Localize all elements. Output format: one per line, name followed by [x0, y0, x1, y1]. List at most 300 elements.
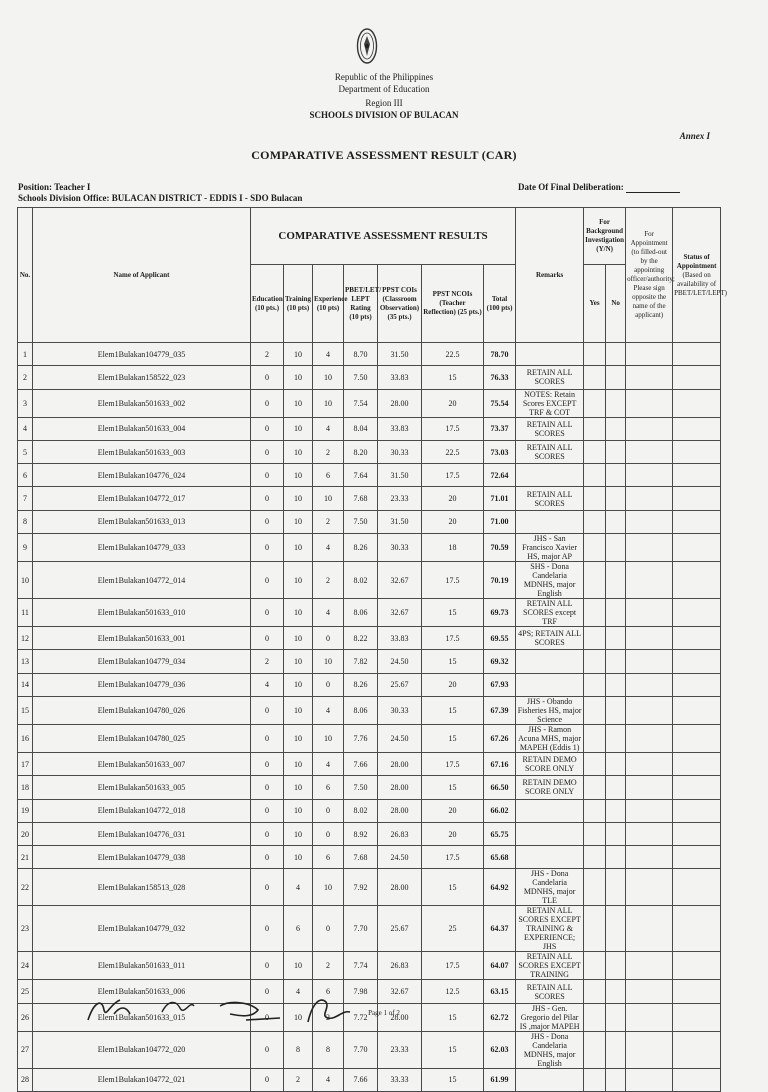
- total-score: 64.07: [484, 952, 516, 980]
- experience-score: 4: [313, 696, 344, 724]
- deped-seal-icon: [356, 26, 378, 70]
- bi-no-cell: [606, 952, 626, 980]
- bi-no-cell: [606, 599, 626, 627]
- appointment-cell: [626, 366, 673, 389]
- row-number: 9: [18, 534, 33, 562]
- applicant-name: Elem1Bulakan501633_005: [33, 776, 251, 799]
- bi-yes-cell: [584, 906, 606, 952]
- training-score: 10: [284, 696, 313, 724]
- row-number: 4: [18, 417, 33, 440]
- appointment-cell: [626, 906, 673, 952]
- applicant-name: Elem1Bulakan501633_003: [33, 440, 251, 463]
- experience-score: 6: [313, 776, 344, 799]
- pbet-rating: 7.72: [344, 1003, 378, 1031]
- bi-yes-cell: [584, 440, 606, 463]
- applicant-name: Elem1Bulakan104779_038: [33, 846, 251, 869]
- experience-score: 4: [313, 534, 344, 562]
- col-no: No.: [18, 208, 33, 343]
- experience-score: 10: [313, 487, 344, 510]
- bi-no-cell: [606, 627, 626, 650]
- row-number: 13: [18, 650, 33, 673]
- row-number: 25: [18, 980, 33, 1003]
- pbet-rating: 8.20: [344, 440, 378, 463]
- remarks-cell: RETAIN DEMO SCORE ONLY: [516, 752, 584, 775]
- bi-yes-cell: [584, 562, 606, 599]
- remarks-cell: [516, 846, 584, 869]
- row-number: 5: [18, 440, 33, 463]
- table-row: [18, 599, 721, 627]
- date-blank-line: [626, 182, 680, 193]
- experience-score: 0: [313, 822, 344, 845]
- coi-score: 31.50: [378, 343, 422, 366]
- appointment-cell: [626, 673, 673, 696]
- education-score: 2: [251, 650, 284, 673]
- col-experience: Experience (10 pts): [313, 265, 344, 343]
- applicant-name: Elem1Bulakan104772_018: [33, 799, 251, 822]
- training-score: 10: [284, 487, 313, 510]
- pbet-rating: 7.98: [344, 980, 378, 1003]
- coi-score: 23.33: [378, 1031, 422, 1068]
- remarks-cell: JHS - Obando Fisheries HS, major Science: [516, 696, 584, 724]
- col-total: Total (100 pts): [484, 265, 516, 343]
- experience-score: 10: [313, 869, 344, 906]
- bi-yes-cell: [584, 696, 606, 724]
- education-score: 0: [251, 822, 284, 845]
- remarks-cell: 4PS; RETAIN ALL SCORES: [516, 627, 584, 650]
- status-cell: [673, 562, 721, 599]
- bi-yes-cell: [584, 869, 606, 906]
- ncoi-score: 15: [422, 1003, 484, 1031]
- appointment-cell: [626, 1003, 673, 1031]
- appointment-cell: [626, 534, 673, 562]
- bi-yes-cell: [584, 599, 606, 627]
- status-cell: [673, 389, 721, 417]
- table-row: [18, 952, 721, 980]
- bi-yes-cell: [584, 1003, 606, 1031]
- coi-score: 28.00: [378, 869, 422, 906]
- ncoi-score: 17.5: [422, 562, 484, 599]
- appointment-cell: [626, 822, 673, 845]
- status-cell: [673, 1003, 721, 1031]
- row-number: 15: [18, 696, 33, 724]
- ncoi-score: 25: [422, 906, 484, 952]
- status-cell: [673, 869, 721, 906]
- row-number: 23: [18, 906, 33, 952]
- training-score: 10: [284, 627, 313, 650]
- total-score: 71.00: [484, 510, 516, 533]
- applicant-name: Elem1Bulakan501633_002: [33, 389, 251, 417]
- education-score: 0: [251, 846, 284, 869]
- ncoi-score: 15: [422, 366, 484, 389]
- table-row: [18, 696, 721, 724]
- col-background: For Background Investigation (Y/N): [584, 208, 626, 265]
- total-score: 73.37: [484, 417, 516, 440]
- education-score: 0: [251, 389, 284, 417]
- education-score: 0: [251, 869, 284, 906]
- table-row: [18, 650, 721, 673]
- row-number: 14: [18, 673, 33, 696]
- experience-score: 4: [313, 1068, 344, 1091]
- pbet-rating: 7.82: [344, 650, 378, 673]
- appointment-cell: [626, 980, 673, 1003]
- bi-no-cell: [606, 980, 626, 1003]
- total-score: 64.37: [484, 906, 516, 952]
- bi-no-cell: [606, 673, 626, 696]
- col-yes: Yes: [584, 265, 606, 343]
- ncoi-score: 22.5: [422, 440, 484, 463]
- status-cell: [673, 673, 721, 696]
- col-education: Education (10 pts.): [251, 265, 284, 343]
- table-row: [18, 510, 721, 533]
- remarks-cell: RETAIN ALL SCORES EXCEPT TRAINING & EXPERIENCE; JHS: [516, 906, 584, 952]
- training-score: 10: [284, 366, 313, 389]
- status-cell: [673, 980, 721, 1003]
- experience-score: 6: [313, 980, 344, 1003]
- bi-no-cell: [606, 724, 626, 752]
- status-cell: [673, 599, 721, 627]
- coi-score: 30.33: [378, 534, 422, 562]
- coi-score: 28.00: [378, 799, 422, 822]
- experience-score: 10: [313, 650, 344, 673]
- ncoi-score: 15: [422, 776, 484, 799]
- ncoi-score: 17.5: [422, 952, 484, 980]
- status-cell: [673, 343, 721, 366]
- training-score: 10: [284, 440, 313, 463]
- status-cell: [673, 799, 721, 822]
- col-car-group: COMPARATIVE ASSESSMENT RESULTS: [251, 208, 516, 265]
- table-row: [18, 822, 721, 845]
- status-cell: [673, 487, 721, 510]
- experience-score: 2: [313, 510, 344, 533]
- annex-label: Annex I: [679, 131, 710, 141]
- coi-score: 31.50: [378, 510, 422, 533]
- bi-yes-cell: [584, 724, 606, 752]
- remarks-cell: RETAIN ALL SCORES: [516, 366, 584, 389]
- ncoi-score: 15: [422, 869, 484, 906]
- bi-no-cell: [606, 562, 626, 599]
- total-score: 75.54: [484, 389, 516, 417]
- header-department: Department of Education: [338, 84, 430, 94]
- status-cell: [673, 776, 721, 799]
- experience-score: 10: [313, 389, 344, 417]
- bi-yes-cell: [584, 487, 606, 510]
- row-number: 26: [18, 1003, 33, 1031]
- coi-score: 28.00: [378, 776, 422, 799]
- appointment-cell: [626, 696, 673, 724]
- coi-score: 33.83: [378, 627, 422, 650]
- row-number: 10: [18, 562, 33, 599]
- row-number: 6: [18, 464, 33, 487]
- car-table-body: [18, 343, 721, 1092]
- applicant-name: Elem1Bulakan501633_015: [33, 1003, 251, 1031]
- appointment-cell: [626, 562, 673, 599]
- training-score: 2: [284, 1068, 313, 1091]
- bi-yes-cell: [584, 650, 606, 673]
- appointment-cell: [626, 627, 673, 650]
- bi-no-cell: [606, 417, 626, 440]
- col-ncoi: PPST NCOIs (Teacher Reflection) (25 pts.): [422, 265, 484, 343]
- ncoi-score: 17.5: [422, 464, 484, 487]
- table-row: [18, 869, 721, 906]
- total-score: 72.64: [484, 464, 516, 487]
- education-score: 4: [251, 673, 284, 696]
- applicant-name: Elem1Bulakan104779_032: [33, 906, 251, 952]
- remarks-cell: SHS - Dona Candelaria MDNHS, major English: [516, 562, 584, 599]
- table-row: [18, 464, 721, 487]
- bi-no-cell: [606, 1068, 626, 1091]
- bi-yes-cell: [584, 366, 606, 389]
- applicant-name: Elem1Bulakan501633_010: [33, 599, 251, 627]
- training-score: 4: [284, 980, 313, 1003]
- training-score: 10: [284, 417, 313, 440]
- training-score: 10: [284, 776, 313, 799]
- remarks-cell: [516, 1068, 584, 1091]
- training-score: 10: [284, 599, 313, 627]
- status-cell: [673, 417, 721, 440]
- bi-no-cell: [606, 510, 626, 533]
- ncoi-score: 17.5: [422, 846, 484, 869]
- header-region: Region III: [365, 98, 403, 108]
- status-cell: [673, 534, 721, 562]
- coi-score: 33.83: [378, 366, 422, 389]
- training-score: 10: [284, 464, 313, 487]
- education-score: 0: [251, 906, 284, 952]
- applicant-name: Elem1Bulakan104772_017: [33, 487, 251, 510]
- bi-yes-cell: [584, 799, 606, 822]
- bi-yes-cell: [584, 980, 606, 1003]
- bi-yes-cell: [584, 752, 606, 775]
- pbet-rating: 7.68: [344, 487, 378, 510]
- education-score: 0: [251, 627, 284, 650]
- table-row: [18, 846, 721, 869]
- applicant-name: Elem1Bulakan501633_007: [33, 752, 251, 775]
- col-pbet: PBET/LET/ LEPT Rating (10 pts): [344, 265, 378, 343]
- pbet-rating: 7.68: [344, 846, 378, 869]
- applicant-name: Elem1Bulakan104776_024: [33, 464, 251, 487]
- applicant-name: Elem1Bulakan501633_013: [33, 510, 251, 533]
- row-number: 22: [18, 869, 33, 906]
- total-score: 64.92: [484, 869, 516, 906]
- bi-no-cell: [606, 846, 626, 869]
- appointment-cell: [626, 799, 673, 822]
- bi-no-cell: [606, 1031, 626, 1068]
- bi-no-cell: [606, 696, 626, 724]
- total-score: 67.39: [484, 696, 516, 724]
- training-score: 10: [284, 822, 313, 845]
- table-row: [18, 562, 721, 599]
- total-score: 73.03: [484, 440, 516, 463]
- status-cell: [673, 724, 721, 752]
- bi-yes-cell: [584, 389, 606, 417]
- total-score: 61.99: [484, 1068, 516, 1091]
- training-score: 10: [284, 952, 313, 980]
- training-score: 10: [284, 1003, 313, 1031]
- applicant-name: Elem1Bulakan104779_036: [33, 673, 251, 696]
- total-score: 70.59: [484, 534, 516, 562]
- date-deliberation: [518, 182, 680, 193]
- appointment-cell: [626, 724, 673, 752]
- total-score: 76.33: [484, 366, 516, 389]
- pbet-rating: 7.66: [344, 1068, 378, 1091]
- bi-no-cell: [606, 487, 626, 510]
- total-score: 62.72: [484, 1003, 516, 1031]
- row-number: 28: [18, 1068, 33, 1091]
- bi-yes-cell: [584, 846, 606, 869]
- row-number: 7: [18, 487, 33, 510]
- coi-score: 28.00: [378, 752, 422, 775]
- coi-score: 23.33: [378, 487, 422, 510]
- training-score: 10: [284, 534, 313, 562]
- table-row: [18, 1031, 721, 1068]
- bi-no-cell: [606, 799, 626, 822]
- applicant-name: Elem1Bulakan104780_025: [33, 724, 251, 752]
- coi-score: 31.50: [378, 464, 422, 487]
- table-row: [18, 906, 721, 952]
- col-coi: PPST COIs (Classroom Observation) (35 pts.): [378, 265, 422, 343]
- total-score: 62.03: [484, 1031, 516, 1068]
- remarks-cell: JHS - Dona Candelaria MDNHS, major TLE: [516, 869, 584, 906]
- training-score: 10: [284, 724, 313, 752]
- remarks-cell: [516, 822, 584, 845]
- training-score: 8: [284, 1031, 313, 1068]
- experience-score: 4: [313, 599, 344, 627]
- appointment-cell: [626, 510, 673, 533]
- coi-score: 33.83: [378, 417, 422, 440]
- experience-score: 2: [313, 562, 344, 599]
- education-score: 0: [251, 1068, 284, 1091]
- bi-yes-cell: [584, 1068, 606, 1091]
- education-score: 0: [251, 1031, 284, 1068]
- status-cell: [673, 952, 721, 980]
- row-number: 19: [18, 799, 33, 822]
- experience-score: 2: [313, 1003, 344, 1031]
- remarks-cell: [516, 673, 584, 696]
- applicant-name: Elem1Bulakan104780_026: [33, 696, 251, 724]
- pbet-rating: 7.70: [344, 1031, 378, 1068]
- total-score: 69.73: [484, 599, 516, 627]
- ncoi-score: 15: [422, 724, 484, 752]
- education-score: 0: [251, 980, 284, 1003]
- remarks-cell: NOTES: Retain Scores EXCEPT TRF & COT: [516, 389, 584, 417]
- applicant-name: Elem1Bulakan501633_006: [33, 980, 251, 1003]
- pbet-rating: 7.92: [344, 869, 378, 906]
- col-name: Name of Applicant: [33, 208, 251, 343]
- education-score: 0: [251, 440, 284, 463]
- row-number: 1: [18, 343, 33, 366]
- col-status-title: Status of Appointment: [676, 252, 717, 270]
- coi-score: 26.83: [378, 822, 422, 845]
- education-score: 0: [251, 799, 284, 822]
- table-row: [18, 724, 721, 752]
- total-score: 69.32: [484, 650, 516, 673]
- status-cell: [673, 822, 721, 845]
- ncoi-score: 15: [422, 1068, 484, 1091]
- coi-score: 30.33: [378, 440, 422, 463]
- total-score: 67.93: [484, 673, 516, 696]
- col-status-note: (Based on availability of PBET/LET/LEPT): [674, 270, 727, 297]
- status-cell: [673, 366, 721, 389]
- row-number: 8: [18, 510, 33, 533]
- bi-no-cell: [606, 752, 626, 775]
- applicant-name: Elem1Bulakan104772_020: [33, 1031, 251, 1068]
- remarks-cell: [516, 464, 584, 487]
- status-cell: [673, 752, 721, 775]
- education-score: 0: [251, 752, 284, 775]
- status-cell: [673, 846, 721, 869]
- appointment-cell: [626, 846, 673, 869]
- education-score: 0: [251, 366, 284, 389]
- row-number: 21: [18, 846, 33, 869]
- status-cell: [673, 464, 721, 487]
- appointment-cell: [626, 752, 673, 775]
- row-number: 18: [18, 776, 33, 799]
- experience-score: 0: [313, 799, 344, 822]
- table-row: [18, 752, 721, 775]
- total-score: 78.70: [484, 343, 516, 366]
- row-number: 2: [18, 366, 33, 389]
- bi-no-cell: [606, 389, 626, 417]
- remarks-cell: RETAIN ALL SCORES: [516, 487, 584, 510]
- bi-no-cell: [606, 343, 626, 366]
- bi-yes-cell: [584, 1031, 606, 1068]
- header-republic: Republic of the Philippines: [334, 72, 434, 82]
- appointment-cell: [626, 1068, 673, 1091]
- applicant-name: Elem1Bulakan104779_034: [33, 650, 251, 673]
- coi-score: 24.50: [378, 724, 422, 752]
- experience-score: 6: [313, 846, 344, 869]
- education-score: 0: [251, 952, 284, 980]
- applicant-name: Elem1Bulakan501633_004: [33, 417, 251, 440]
- coi-score: 25.67: [378, 906, 422, 952]
- ncoi-score: 17.5: [422, 417, 484, 440]
- experience-score: 4: [313, 752, 344, 775]
- bi-yes-cell: [584, 343, 606, 366]
- pbet-rating: 7.74: [344, 952, 378, 980]
- education-score: 0: [251, 464, 284, 487]
- applicant-name: Elem1Bulakan104779_033: [33, 534, 251, 562]
- table-row: [18, 440, 721, 463]
- status-cell: [673, 1068, 721, 1091]
- pbet-rating: 8.06: [344, 599, 378, 627]
- total-score: 67.26: [484, 724, 516, 752]
- appointment-cell: [626, 599, 673, 627]
- applicant-name: Elem1Bulakan501633_011: [33, 952, 251, 980]
- remarks-cell: [516, 510, 584, 533]
- pbet-rating: 8.06: [344, 696, 378, 724]
- row-number: 11: [18, 599, 33, 627]
- coi-score: 24.50: [378, 846, 422, 869]
- ncoi-score: 20: [422, 510, 484, 533]
- education-score: 0: [251, 776, 284, 799]
- pbet-rating: 7.54: [344, 389, 378, 417]
- appointment-cell: [626, 776, 673, 799]
- bi-yes-cell: [584, 822, 606, 845]
- education-score: 0: [251, 562, 284, 599]
- appointment-cell: [626, 389, 673, 417]
- pbet-rating: 7.70: [344, 906, 378, 952]
- bi-yes-cell: [584, 417, 606, 440]
- ncoi-score: 17.5: [422, 627, 484, 650]
- office-label: Schools Division Office: BULACAN DISTRICT - EDDIS I - SDO Bulacan: [18, 193, 303, 203]
- total-score: 63.15: [484, 980, 516, 1003]
- table-row: [18, 417, 721, 440]
- applicant-name: Elem1Bulakan104772_014: [33, 562, 251, 599]
- experience-score: 4: [313, 417, 344, 440]
- training-score: 4: [284, 869, 313, 906]
- car-table: [17, 207, 727, 1092]
- table-row: [18, 627, 721, 650]
- appointment-cell: [626, 1031, 673, 1068]
